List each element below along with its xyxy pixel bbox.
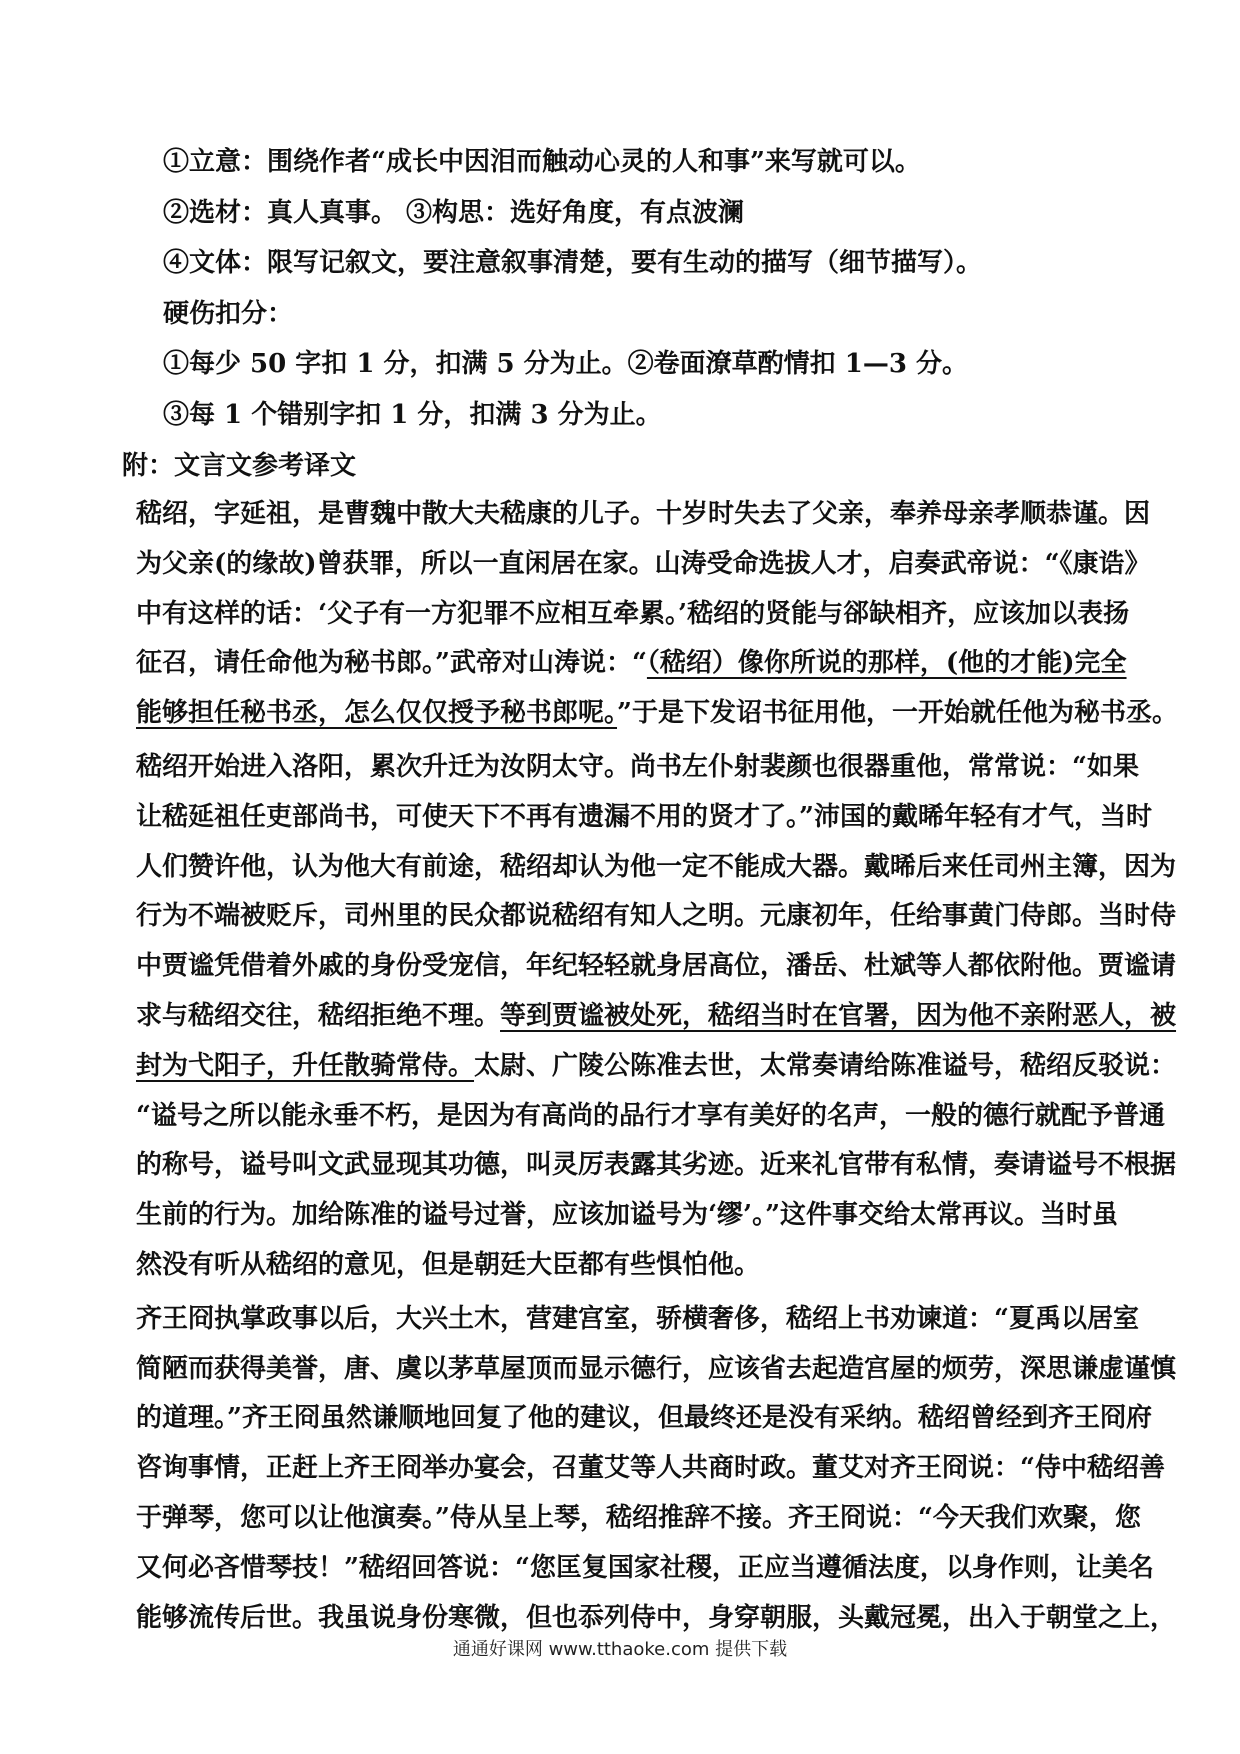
text-run: 于弹琴，您可以让他演奏。”侍从呈上琴，嵇绍推辞不接。齐王冏说：“今天我们欢聚，您 [136,1502,1141,1533]
text-run: 让嵇延祖任吏部尚书，可使天下不再有遗漏不用的贤才了。”沛国的戴晞年轻有才气，当时 [136,801,1152,832]
text-line [136,1191,1126,1241]
text-line [136,992,1177,1042]
text-line [136,1141,1177,1191]
translation-body [136,490,1178,1643]
text-line [136,1092,1165,1142]
text-run: 人们赞许他，认为他大有前途，嵇绍却认为他一定不能成大器。戴晞后来任司州主簿，因为 [136,851,1177,882]
scoring-criteria [163,137,1163,441]
footer-credit: 通通好课网 www.tthaoke.com 提供下载 [452,1639,788,1660]
text-line [136,743,1139,793]
text-run: 中有这样的话：‘父子有一方犯罪不应相互牵累。’嵇绍的贤能与郤缺相齐，应该加以表扬 [136,598,1130,629]
text-run: 然没有听从嵇绍的意见，但是朝廷大臣都有些惧怕他。 [136,1249,761,1280]
translation-paragraph [136,490,1178,739]
text-run: ”于是下发诏书征用他，一开始就任他为秘书丞。 [617,698,1178,729]
text-run: 咨询事情，正赶上齐王冏举办宴会，召董艾等人共商时政。董艾对齐王冏说：“侍中嵇绍善 [136,1453,1165,1484]
text-line [136,490,1151,540]
text-run: 中贾谧凭借着外戚的身份受宠信，年纪轻轻就身居高位，潘岳、杜斌等人都依附他。贾谧请 [136,951,1177,982]
text-line [136,1345,1177,1395]
text-run: 的称号，谥号叫文武显现其功德，叫灵厉表露其劣迹。近来礼官带有私情，奏请谥号不根据 [136,1150,1177,1181]
text-run: 为父亲(的缘故)曾获罪，所以一直闲居在家。山涛受命选拔人才，启奏武帝说：“《康诰》 [136,548,1151,579]
underlined-text: 能够担任秘书丞，怎么仅仅授予秘书郎呢。 [136,698,618,729]
scoring-item: ④文体：限写记叙文，要注意叙事清楚，要有生动的描写（细节描写）。 [163,248,983,279]
text-line [136,1042,1177,1092]
translation-paragraph [136,743,1177,1291]
text-run: “谥号之所以能永垂不朽，是因为有高尚的品行才享有美好的名声，一般的德行就配予普通 [136,1100,1165,1131]
text-run: 生前的行为。加给陈准的谥号过誉，应该加谥号为‘缪’。”这件事交给太常再议。当时虽 [136,1200,1119,1231]
scoring-item: ③每 1 个错别字扣 1 分，扣满 3 分为止。 [163,399,662,430]
scoring-item: 硬伤扣分： [163,298,294,329]
text-run: 嵇绍开始进入洛阳，累次升迁为汝阴太守。尚书左仆射裴颜也很器重他，常常说：“如果 [136,751,1139,782]
text-run: 太尉、广陵公陈准去世，太常奏请给陈准谥号，嵇绍反驳说： [474,1050,1177,1081]
text-line [136,1494,1141,1544]
appendix-title: 附：文言文参考译文 [122,451,357,481]
text-line [136,892,1177,942]
translation-paragraph [136,1295,1177,1644]
text-line [136,1295,1139,1345]
text-run: 的道理。”齐王冏虽然谦顺地回复了他的建议，但最终还是没有采纳。嵇绍曾经到齐王冏府 [136,1403,1152,1434]
text-line [136,540,1151,590]
scoring-item: ①每少 50 字扣 1 分，扣满 5 分为止。②卷面潦草酌情扣 1—3 分。 [163,349,968,380]
underlined-text: 等到贾谧被处死，嵇绍当时在官署，因为他不亲附恶人，被 [500,1000,1177,1031]
scoring-item: ②选材：真人真事。 ③构思：选好角度，有点波澜 [163,197,745,228]
text-line [136,1394,1152,1444]
text-line [136,843,1177,893]
underlined-text: 封为弋阳子，升任散骑常侍。 [136,1050,475,1081]
text-run: 齐王冏执掌政事以后，大兴土木，营建宫室，骄横奢侈，嵇绍上书劝谏道：“夏禹以居室 [136,1303,1139,1334]
text-line [136,590,1130,640]
text-run: 求与嵇绍交往，嵇绍拒绝不理。 [136,1000,501,1031]
scoring-item: ①立意：围绕作者“成长中因泪而触动心灵的人和事”来写就可以。 [163,147,921,177]
text-run: 行为不端被贬斥，司州里的民众都说嵇绍有知人之明。元康初年，任给事黄门侍郎。当时侍 [136,901,1177,932]
underlined-text: （嵇绍）像你所说的那样，(他的才能)完全 [646,648,1127,679]
text-line [136,1241,1126,1291]
text-line [136,793,1152,843]
text-run: 嵇绍，字延祖，是曹魏中散大夫嵇康的儿子。十岁时失去了父亲，奉养母亲孝顺恭谨。因 [136,499,1151,529]
text-line [136,1444,1165,1494]
text-line [136,689,1178,739]
text-line [136,942,1177,992]
text-run: 又何必吝惜琴技！”嵇绍回答说：“您匡复国家社稷，正应当遵循法度，以身作则，让美名 [136,1552,1154,1583]
text-line [136,639,1126,689]
text-run: 能够流传后世。我虽说身份寒微，但也忝列侍中，身穿朝服，头戴冠冕，出入于朝堂之上， [136,1602,1177,1633]
text-run: 简陋而获得美誉，唐、虞以茅草屋顶而显示德行，应该省去起造宫屋的烦劳，深思谦虚谨慎 [136,1353,1177,1384]
text-run: 征召，请任命他为秘书郎。”武帝对山涛说：“ [136,648,647,679]
text-line [136,1544,1154,1594]
